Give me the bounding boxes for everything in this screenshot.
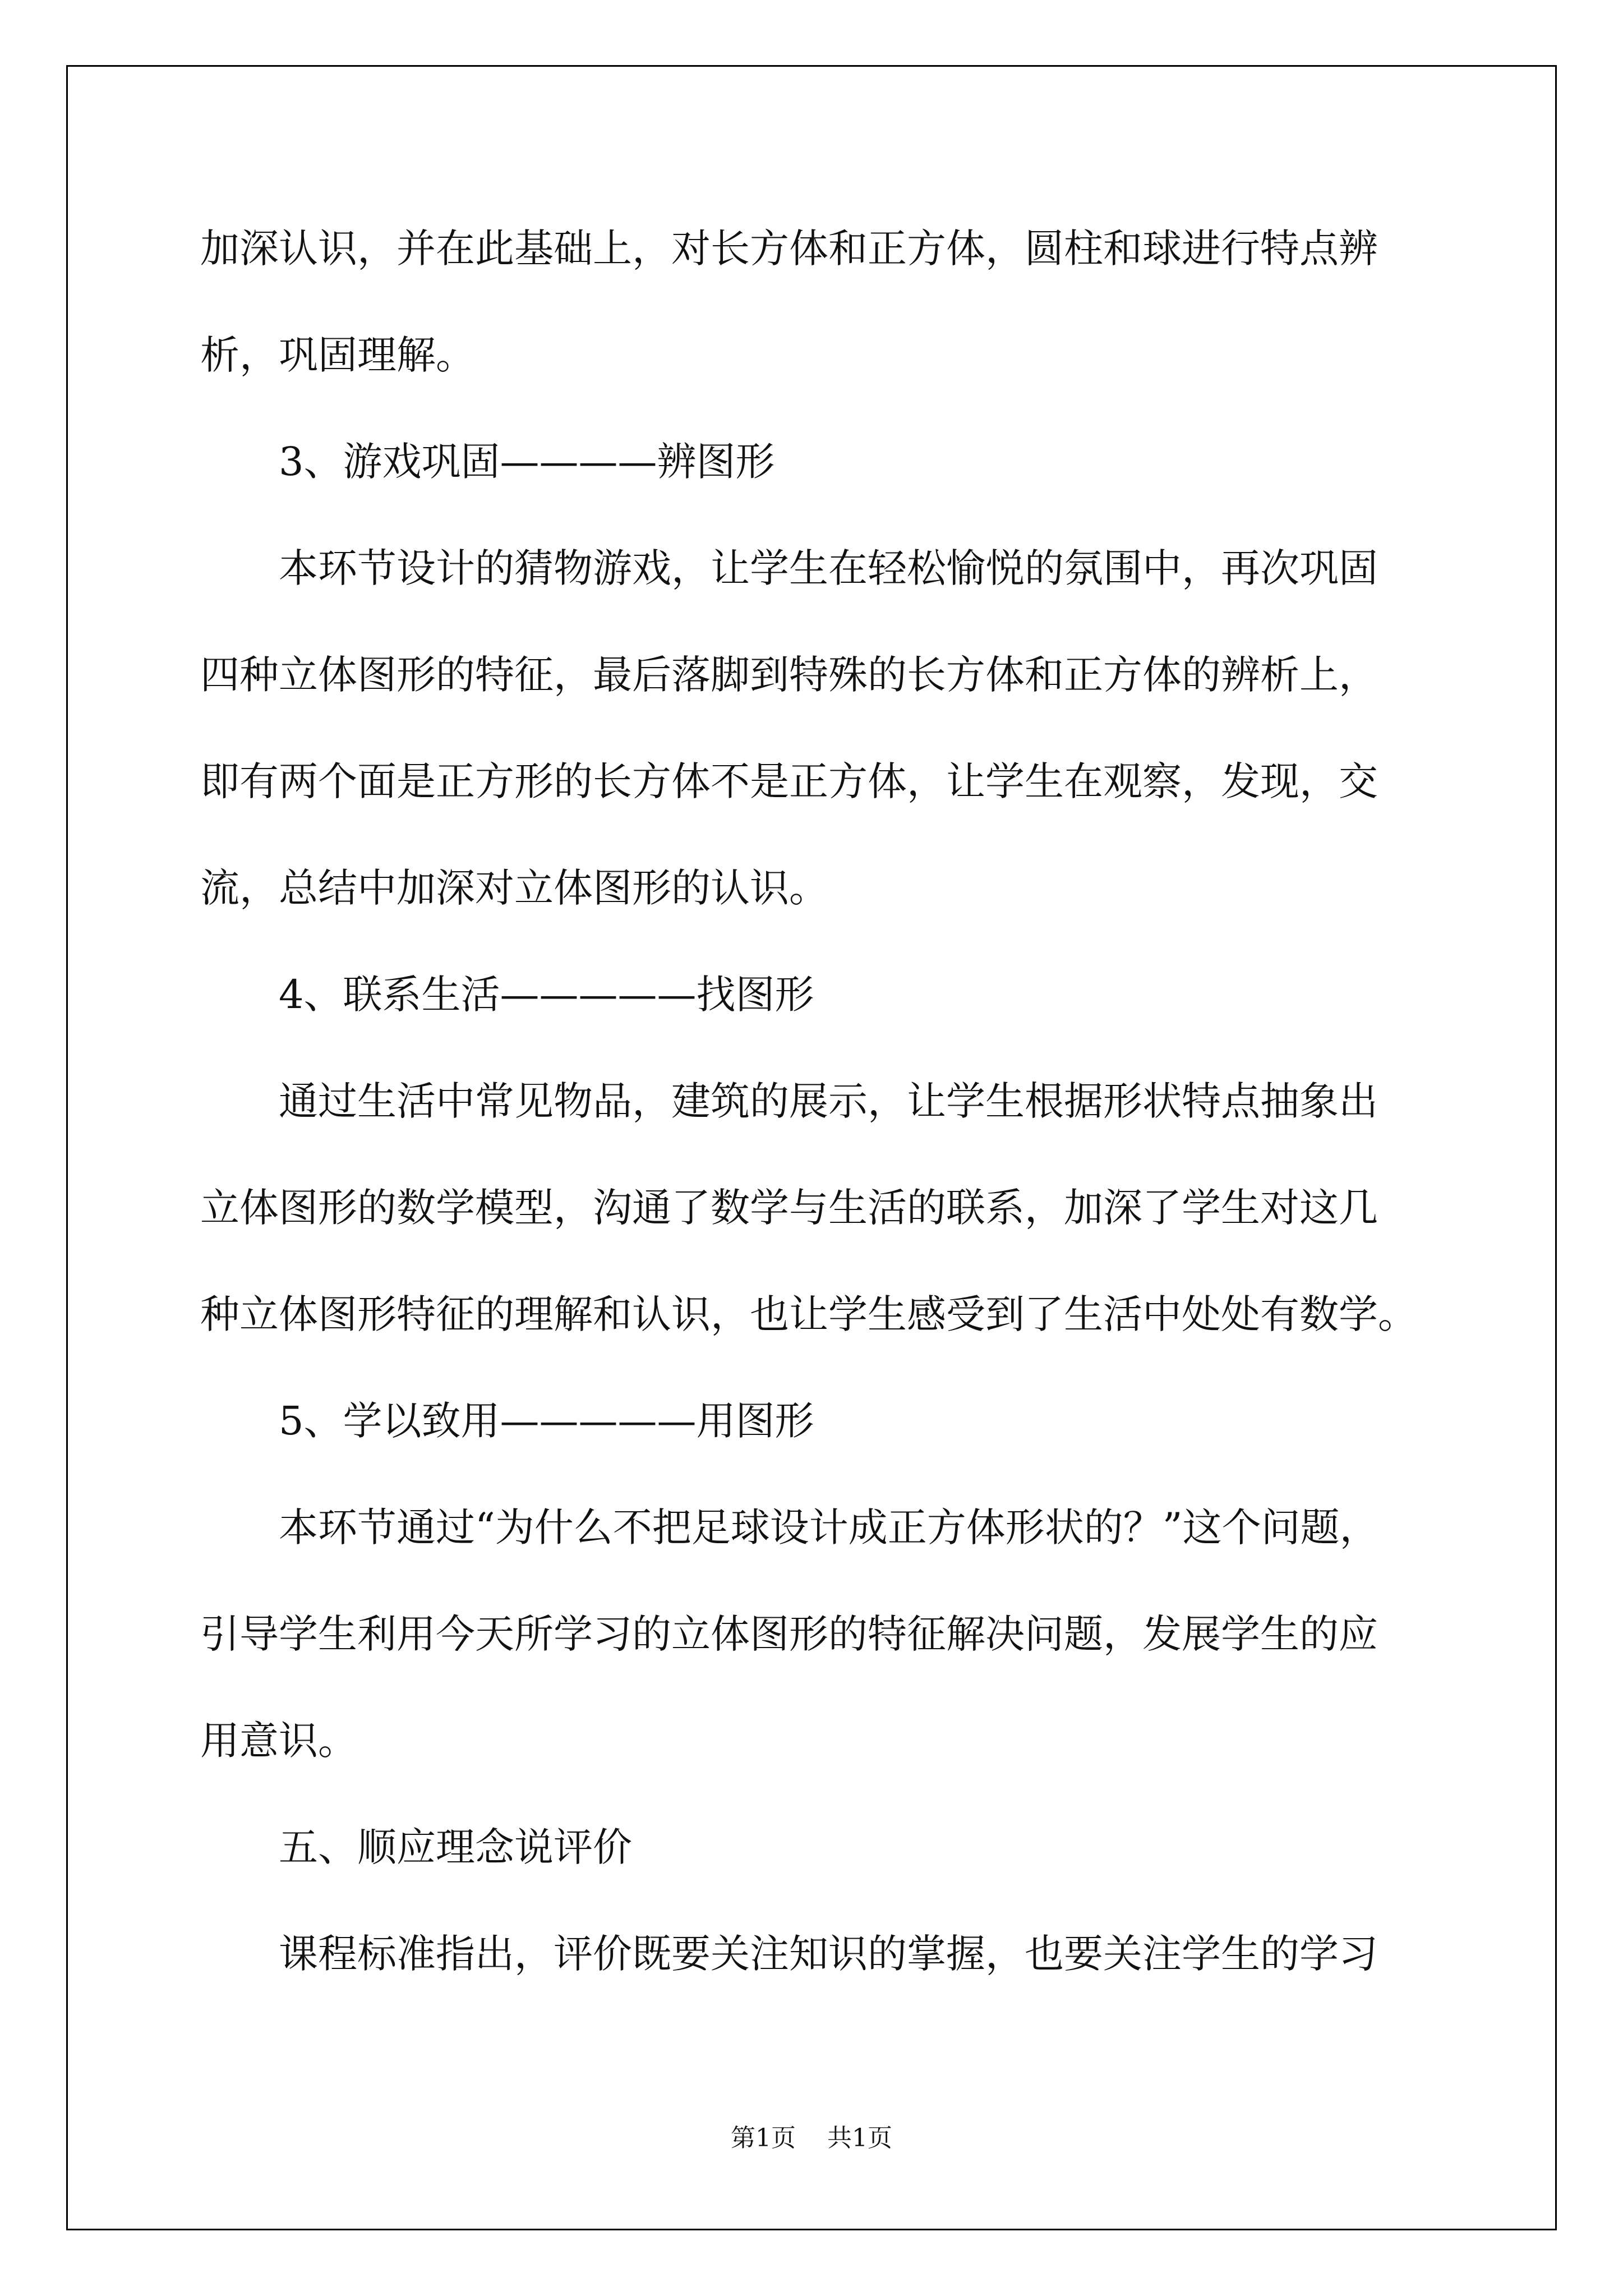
text-line-6: 即有两个面是正方形的长方体不是正方体，让学生在观察，发现，交 [200,758,1378,804]
text-line-10: 立体图形的数学模型，沟通了数学与生活的联系，加深了学生对这几 [200,1185,1378,1231]
text-line-11: 种立体图形特征的理解和认识，也让学生感受到了生活中处处有数学。 [200,1291,1417,1337]
section-heading-5: 5、学以致用—————用图形 [279,1398,814,1444]
text-line-5: 四种立体图形的特征，最后落脚到特殊的长方体和正方体的辨析上， [200,652,1378,698]
section-heading-five: 五、顺应理念说评价 [279,1824,632,1870]
section-heading-4: 4、联系生活—————找图形 [279,972,814,1018]
text-line-9: 通过生活中常见物品，建筑的展示，让学生根据形状特点抽象出 [279,1078,1378,1124]
text-line-2: 析，巩固理解。 [200,332,475,378]
text-line-14: 引导学生利用今天所学习的立体图形的特征解决问题，发展学生的应 [200,1611,1378,1657]
text-line-4: 本环节设计的猜物游戏，让学生在轻松愉悦的氛围中，再次巩固 [279,545,1378,591]
text-line-7: 流，总结中加深对立体图形的认识。 [200,865,828,911]
page-border [66,65,1557,2230]
text-line-17: 课程标准指出，评价既要关注知识的掌握，也要关注学生的学习 [279,1931,1378,1977]
text-line-15: 用意识。 [200,1718,357,1764]
text-line-13: 本环节通过“为什么不把足球设计成正方体形状的？”这个问题， [279,1504,1379,1550]
page-number-total: 共1页 [827,2124,892,2152]
page-number-current: 第1页 [731,2124,796,2152]
section-heading-3: 3、游戏巩固————辨图形 [279,439,775,485]
page-footer [0,2122,1623,2155]
text-line-1: 加深认识，并在此基础上，对长方体和正方体，圆柱和球进行特点辨 [200,226,1378,272]
